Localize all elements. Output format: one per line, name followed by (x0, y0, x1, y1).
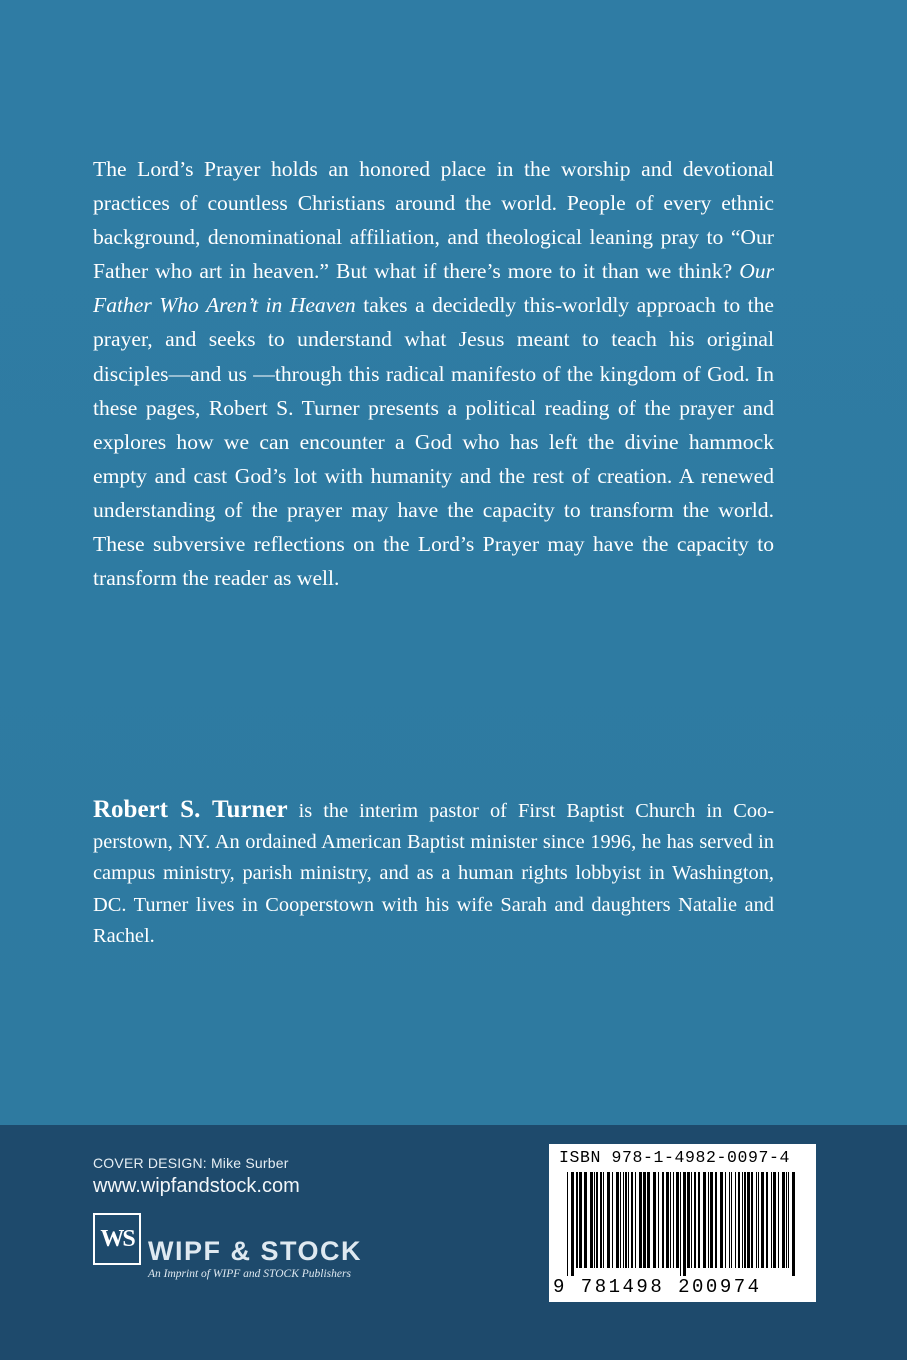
publisher-website[interactable]: www.wipfandstock.com (93, 1175, 300, 1197)
book-title-italic: Our Father Who Aren’t in Heaven (93, 259, 774, 318)
publisher-name: WIPF & STOCK (148, 1236, 363, 1266)
cover-designer-name: Mike Surber (210, 1155, 289, 1171)
cover-design-label: COVER DESIGN: (93, 1155, 207, 1171)
book-description (93, 152, 774, 595)
barcode-bars-icon (567, 1172, 799, 1276)
author-name: Robert S. Turner (93, 796, 288, 823)
publisher-tagline: An Imprint of WIPF and STOCK Publishers (148, 1268, 351, 1280)
isbn-barcode (549, 1144, 816, 1302)
author-bio (93, 794, 774, 952)
author-bio-text: is the interim pastor of First Baptist Church in Cooperstown, NY. An ordained American Baptist minister since 1996, he has served in campus ministry, parish ministry, and as a human rights lobbyist in Washington, DC. Turner lives in Cooperstown with his wife Sarah and daughters Natalie and Rachel. (93, 800, 775, 947)
publisher-logo-icon: WS (93, 1213, 141, 1265)
isbn-digits: 9 781498 200974 (553, 1276, 762, 1298)
cover-design-credit (93, 1155, 289, 1171)
description-text-2: takes a decidedly this-worldly approach to the prayer, and seeks to understand what Jesus meant to teach his original disciples—and us —through this radical manifesto of the kingdom of God. In these pages, Robert S. Turner presents a political reading of the prayer and explores how we can encounter a God who has left the divine hammock empty and cast God’s lot with humanity and the rest of creation. A renewed understanding of the prayer may have the capacity to transform the world. These subversive reflections on the Lord’s Prayer may have the capacity to transform the reader as well. (93, 293, 775, 591)
description-text-1: The Lord’s Prayer holds an honored place in the worship and devotional practices of countless Christians around the world. People of every ethnic background, denominational affiliation, and theological leaning pray to “Our Father who art in heaven.” But what if there’s more to it than we think? (93, 157, 774, 284)
isbn-label: ISBN 978-1-4982-0097-4 (559, 1148, 791, 1167)
